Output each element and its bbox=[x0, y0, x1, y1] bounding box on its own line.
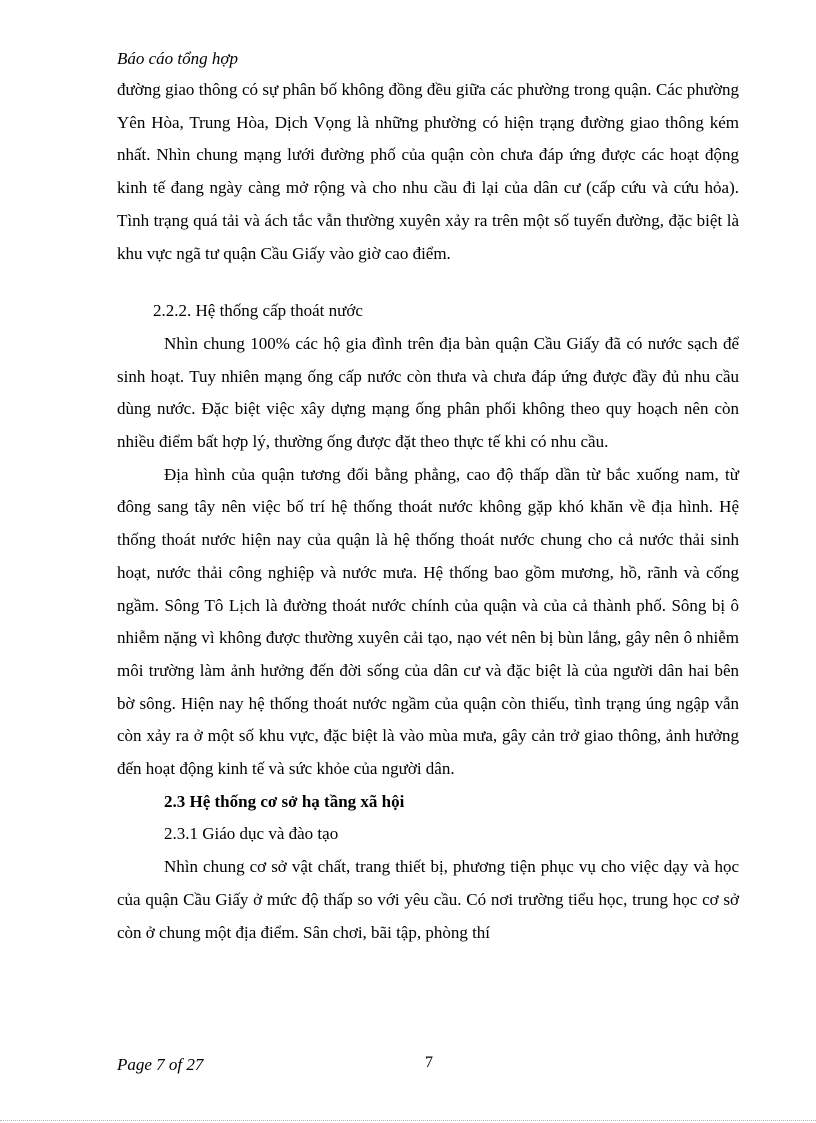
heading-2-3: 2.3 Hệ thống cơ sở hạ tầng xã hội bbox=[164, 791, 405, 811]
heading-2-2-2: 2.2.2. Hệ thống cấp thoát nước bbox=[153, 301, 363, 321]
paragraph-water-supply: Nhìn chung 100% các hộ gia đình trên địa bàn quận Cầu Giấy đã có nước sạch để sinh hoạt. Tuy nhiên mạng ống cấp nước còn thưa và chưa đáp ứng được đầy đủ nhu cầu dùng nước. Đặc biệt việc xây dựng mạng ống phân phối không theo quy hoạch nên còn nhiều điểm bất hợp lý, thường ống được đặt theo thực tế khi có nhu cầu. bbox=[117, 333, 739, 452]
paragraph-education: Nhìn chung cơ sở vật chất, trang thiết bị, phương tiện phục vụ cho việc dạy và học của quận Cầu Giấy ở mức độ thấp so với yêu cầu. Có nơi trường tiểu học, trung học cơ sở còn ở chung một địa điểm. Sân chơi, bãi tập, phòng thí bbox=[117, 857, 739, 942]
page-content bbox=[117, 74, 739, 949]
paragraph-drainage: Địa hình của quận tương đối bằng phẳng, cao độ thấp dần từ bắc xuống nam, từ đông sang tây nên việc bố trí hệ thống thoát nước không gặp khó khăn về địa hình. Hệ thống thoát nước hiện nay của quận là hệ thống thoát nước chung cho cả nước thải sinh hoạt, nước thải công nghiệp và nước mưa. Hệ thống bao gồm mương, hồ, rãnh và cống ngầm. Sông Tô Lịch là đường thoát nước chính của quận và của cả thành phố. Sông bị ô nhiễm nặng vì không được thường xuyên cải tạo, nạo vét nên bị bùn lắng, gây nên ô nhiễm môi trường làm ảnh hưởng đến đời sống của dân cư và đặc biệt là của người dân hai bên bờ sông. Hiện nay hệ thống thoát nước ngầm của quận còn thiếu, tình trạng úng ngập vẫn còn xảy ra ở một số khu vực, đặc biệt là vào mùa mưa, gây cản trở giao thông, ảnh hưởng đến hoạt động kinh tế và sức khỏe của người dân. bbox=[117, 464, 739, 779]
page-footer-label: Page 7 of 27 bbox=[117, 1055, 204, 1074]
heading-2-3-1: 2.3.1 Giáo dục và đào tạo bbox=[164, 824, 339, 844]
page-number: 7 bbox=[425, 1054, 433, 1071]
paragraph-traffic: đường giao thông có sự phân bố không đồng đều giữa các phường trong quận. Các phường Yên Hòa, Trung Hòa, Dịch Vọng là những phường có hiện trạng đường giao thông kém nhất. Nhìn chung mạng lưới đường phố của quận còn chưa đáp ứng được các hoạt động kinh tế đang ngày càng mở rộng và cho nhu cầu đi lại của dân cư (cấp cứu và cứu hỏa). Tình trạng quá tải và ách tắc vẫn thường xuyên xảy ra trên một số tuyến đường, đặc biệt là khu vực ngã tư quận Cầu Giấy vào giờ cao điểm. bbox=[117, 80, 739, 263]
running-header: Báo cáo tổng hợp bbox=[117, 49, 238, 68]
section-gap bbox=[117, 270, 739, 295]
page-bottom-divider bbox=[0, 1120, 816, 1121]
